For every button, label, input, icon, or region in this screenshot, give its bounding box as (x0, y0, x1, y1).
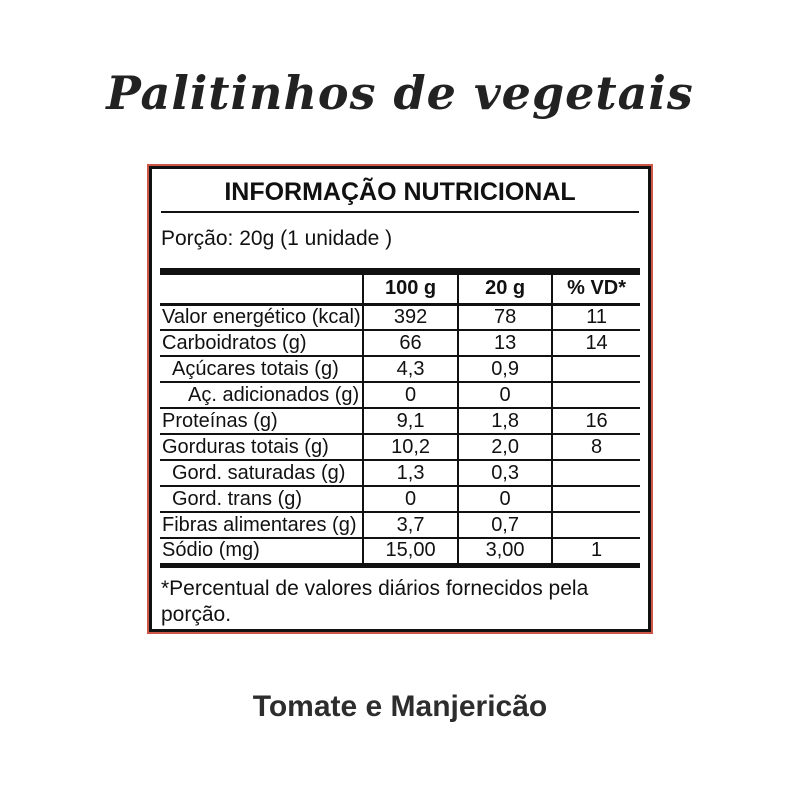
value-percent-dv (552, 382, 640, 408)
table-row (160, 304, 640, 330)
value-percent-dv (552, 486, 640, 512)
value-percent-dv (552, 460, 640, 486)
table-row (160, 486, 640, 512)
value-percent-dv (552, 512, 640, 538)
nutrient-label: Carboidratos (g) (160, 330, 363, 356)
table-row (160, 408, 640, 434)
value-100g: 0 (363, 486, 458, 512)
nutrient-label: Gord. saturadas (g) (160, 460, 363, 486)
product-name-title: Palitinhos de vegetais (106, 66, 694, 120)
value-100g: 3,7 (363, 512, 458, 538)
nutrient-label: Valor energético (kcal) (160, 304, 363, 330)
table-row (160, 512, 640, 538)
nutrition-facts-panel (149, 166, 651, 632)
value-percent-dv: 16 (552, 408, 640, 434)
col-header-20g: 20 g (458, 275, 552, 304)
nutrient-label: Gord. trans (g) (160, 486, 363, 512)
value-20g: 3,00 (458, 538, 552, 565)
value-20g: 0 (458, 382, 552, 408)
value-percent-dv: 11 (552, 304, 640, 330)
nutrient-label: Proteínas (g) (160, 408, 363, 434)
value-percent-dv: 14 (552, 330, 640, 356)
value-20g: 0 (458, 486, 552, 512)
table-row (160, 382, 640, 408)
value-20g: 13 (458, 330, 552, 356)
table-row (160, 330, 640, 356)
col-header-100g: 100 g (363, 275, 458, 304)
value-100g: 1,3 (363, 460, 458, 486)
table-row (160, 434, 640, 460)
value-100g: 9,1 (363, 408, 458, 434)
table-row (160, 356, 640, 382)
nutrient-label: Aç. adicionados (g) (160, 382, 363, 408)
value-100g: 4,3 (363, 356, 458, 382)
col-header-percent-dv: % VD* (552, 275, 640, 304)
nutrient-label: Sódio (mg) (160, 538, 363, 565)
daily-values-footnote: *Percentual de valores diários fornecidos pela porção. (161, 576, 589, 626)
value-20g: 0,9 (458, 356, 552, 382)
table-row (160, 460, 640, 486)
thick-divider-bar (160, 268, 640, 275)
value-20g: 0,3 (458, 460, 552, 486)
value-percent-dv: 8 (552, 434, 640, 460)
value-percent-dv: 1 (552, 538, 640, 565)
value-percent-dv (552, 356, 640, 382)
nutrition-table (160, 275, 640, 568)
table-row (160, 538, 640, 565)
flavor-name: Tomate e Manjericão (252, 690, 548, 723)
value-100g: 0 (363, 382, 458, 408)
value-100g: 10,2 (363, 434, 458, 460)
value-20g: 2,0 (458, 434, 552, 460)
value-100g: 392 (363, 304, 458, 330)
table-header-row (160, 275, 640, 304)
value-20g: 1,8 (458, 408, 552, 434)
value-100g: 66 (363, 330, 458, 356)
value-20g: 0,7 (458, 512, 552, 538)
nutrient-label: Fibras alimentares (g) (160, 512, 363, 538)
nutrient-label: Açúcares totais (g) (160, 356, 363, 382)
value-100g: 15,00 (363, 538, 458, 565)
serving-size-text: Porção: 20g (1 unidade ) (161, 227, 393, 250)
nutrient-label: Gorduras totais (g) (160, 434, 363, 460)
heading-divider-rule (161, 211, 639, 213)
value-20g: 78 (458, 304, 552, 330)
nutrition-info-heading: INFORMAÇÃO NUTRICIONAL (224, 178, 576, 206)
col-header-nutrient (160, 275, 363, 304)
